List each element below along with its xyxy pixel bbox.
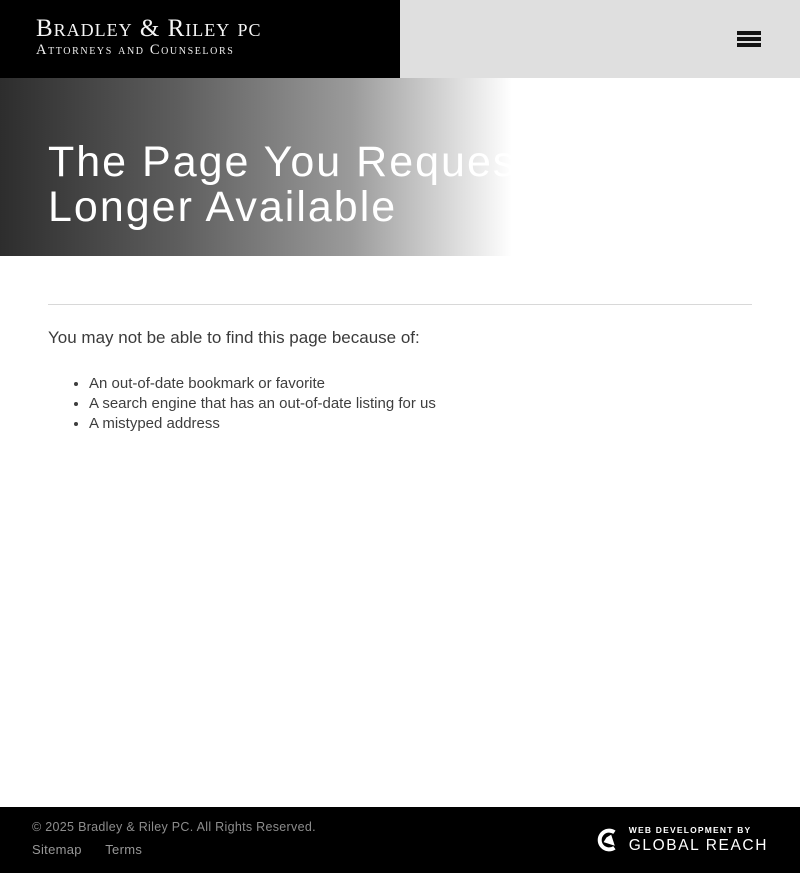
firm-logo[interactable] bbox=[0, 0, 400, 78]
firm-logo-name: Bradley & Riley pc bbox=[36, 15, 262, 42]
list-item: • A mistyped address bbox=[89, 414, 752, 434]
site-footer bbox=[0, 807, 800, 873]
hero-banner bbox=[0, 78, 800, 256]
credit-tagline: WEB DEVELOPMENT BY bbox=[628, 825, 752, 835]
global-reach-credit[interactable] bbox=[596, 825, 768, 854]
intro-text: You may not be able to find this page because of: bbox=[48, 328, 420, 347]
main-content bbox=[0, 256, 800, 807]
credit-text bbox=[629, 825, 768, 854]
copyright-text: © 2025 Bradley & Riley PC. All Rights Reserved. bbox=[32, 820, 316, 834]
menu-button[interactable] bbox=[737, 25, 761, 53]
page-title-line1: The Page You Requested Is No bbox=[48, 138, 707, 186]
reason-list bbox=[48, 374, 752, 434]
list-item: • An out-of-date bookmark or favorite bbox=[89, 374, 752, 394]
firm-logo-tagline: Attorneys and Counselors bbox=[36, 42, 235, 58]
footer-left bbox=[32, 820, 316, 873]
site-header bbox=[0, 0, 800, 78]
page-title bbox=[0, 78, 800, 230]
footer-nav bbox=[32, 841, 316, 859]
list-item: • A search engine that has an out-of-date listing for us bbox=[89, 394, 752, 414]
sitemap-link[interactable]: Sitemap bbox=[32, 842, 82, 857]
global-reach-logo-icon bbox=[596, 827, 622, 853]
page-title-line2: Longer Available bbox=[48, 183, 398, 231]
divider bbox=[48, 304, 752, 305]
header-menu-bar bbox=[400, 0, 800, 78]
credit-company: GLOBAL REACH bbox=[628, 837, 768, 854]
hamburger-icon bbox=[737, 31, 761, 47]
terms-link[interactable]: Terms bbox=[105, 842, 143, 857]
